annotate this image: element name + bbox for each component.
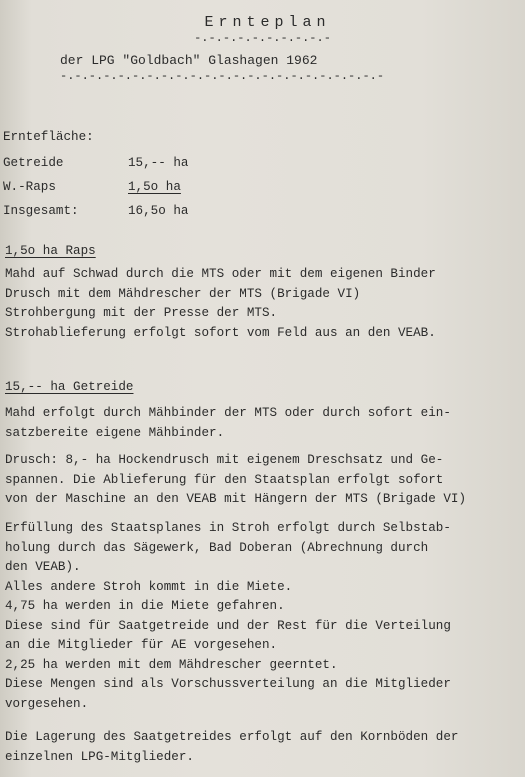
subtitle-dash-line: -.-.-.-.-.-.-.-.-.-.-.-.-.-.-.-.-.-.-.-.-.-.- bbox=[60, 69, 385, 83]
text-line: vorgesehen. bbox=[5, 696, 89, 711]
text-line: Mahd auf Schwad durch die MTS oder mit dem eigenen Binder bbox=[5, 267, 436, 281]
title-dash-line: -.-.-.-.-.-.-.-.-.- bbox=[194, 31, 331, 45]
text-line: holung durch das Sägewerk, Bad Doberan (Abrechnung durch bbox=[5, 540, 429, 555]
getreide-paragraph-lagerung bbox=[5, 728, 458, 767]
raps-paragraph bbox=[5, 265, 436, 343]
text-line: einzelnen LPG-Mitglieder. bbox=[5, 749, 194, 764]
text-line: Mahd erfolgt durch Mähbinder der MTS oder durch sofort ein- bbox=[5, 406, 451, 420]
getreide-paragraph-drusch bbox=[5, 451, 466, 510]
text-line: satzbereite eigene Mähbinder. bbox=[5, 425, 225, 440]
text-line: Diese Mengen sind als Vorschussverteilung an die Mitglieder bbox=[5, 677, 451, 691]
text-line: den VEAB). bbox=[5, 560, 81, 574]
text-line: Diese sind für Saatgetreide und der Rest für die Verteilung bbox=[5, 618, 451, 633]
getreide-paragraph-stroh bbox=[5, 519, 451, 714]
text-line: Strohbergung mit der Presse der MTS. bbox=[5, 306, 278, 320]
text-line: Erfüllung des Staatsplanes in Stroh erfolgt durch Selbstab- bbox=[5, 521, 451, 535]
text-line: Strohablieferung erfolgt sofort vom Feld aus an den VEAB. bbox=[5, 325, 436, 340]
document-title: Ernteplan bbox=[204, 14, 331, 31]
text-line: 4,75 ha werden in die Miete gefahren. bbox=[5, 599, 285, 613]
text-line: Drusch: 8,- ha Hockendrusch mit eigenem Dreschsatz und Ge- bbox=[5, 453, 444, 467]
getreide-paragraph-mahd bbox=[5, 404, 451, 443]
erntefläche-heading: Erntefläche: bbox=[3, 130, 94, 144]
text-line: 2,25 ha werden mit dem Mähdrescher geerntet. bbox=[5, 657, 338, 672]
text-line: Die Lagerung des Saatgetreides erfolgt auf den Kornböden der bbox=[5, 730, 459, 744]
area-label: Insgesamt: bbox=[3, 204, 79, 218]
document-subtitle: der LPG "Goldbach" Glashagen 1962 bbox=[60, 53, 318, 68]
area-value: 1,5o ha bbox=[128, 180, 181, 194]
area-label: W.-Raps bbox=[3, 180, 56, 194]
text-line: an die Mitglieder für AE vorgesehen. bbox=[5, 638, 278, 652]
area-label: Getreide bbox=[3, 156, 64, 170]
text-line: Drusch mit dem Mähdrescher der MTS (Brigade VI) bbox=[5, 286, 361, 301]
area-value: 16,5o ha bbox=[128, 204, 189, 218]
text-line: Alles andere Stroh kommt in die Miete. bbox=[5, 579, 293, 594]
text-line: spannen. Die Ablieferung für den Staatsplan erfolgt sofort bbox=[5, 472, 444, 487]
area-value: 15,-- ha bbox=[128, 156, 189, 170]
text-line: von der Maschine an den VEAB mit Hängern der MTS (Brigade VI) bbox=[5, 492, 467, 506]
raps-heading: 1,5o ha Raps bbox=[5, 244, 96, 258]
getreide-heading: 15,-- ha Getreide bbox=[5, 380, 134, 394]
